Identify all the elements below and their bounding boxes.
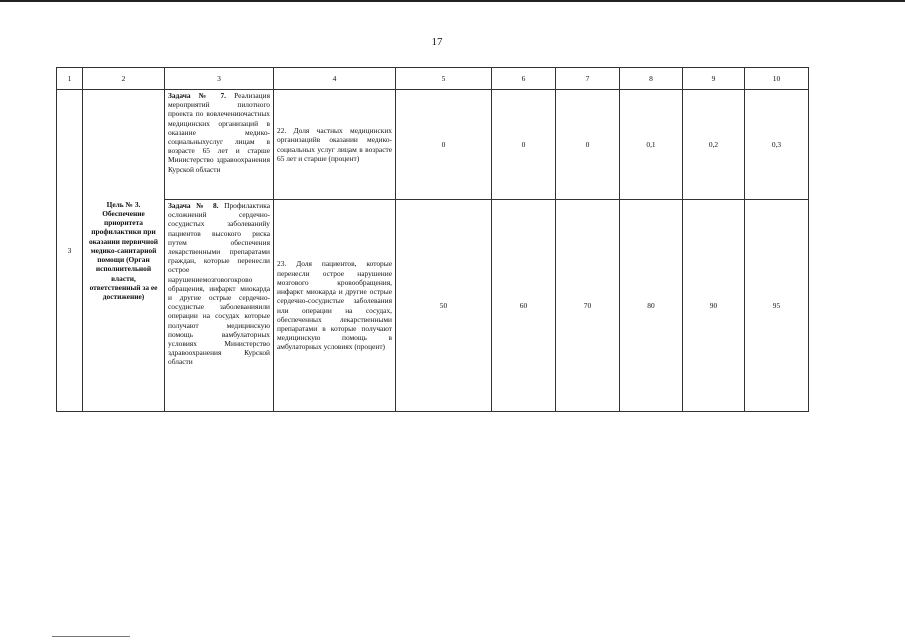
column-header: 7	[556, 68, 620, 90]
task-text: Реализация мероприятий пилотного проекта по вовлечениючастных медицинских организаций в оказание медико-социальныхуслуг лицам в возрасте 65 лет и старше Министерство здравоохранения Курской области	[168, 91, 270, 174]
column-header: 4	[274, 68, 396, 90]
value-cell: 0,1	[620, 90, 683, 200]
value-cell: 0	[556, 90, 620, 200]
indicator-cell: 22. Доля частных медицинских организацийв оказании медико-социальных услуг лицам в возрасте 65 лет и старше (процент)	[274, 90, 396, 200]
value-cell: 60	[492, 200, 556, 412]
value-cell: 0	[492, 90, 556, 200]
value-cell: 70	[556, 200, 620, 412]
table-row	[57, 90, 809, 200]
value-cell: 90	[683, 200, 745, 412]
column-header: 2	[83, 68, 165, 90]
row-number: 3	[57, 90, 83, 412]
column-number-row	[57, 68, 809, 90]
table-row	[57, 200, 809, 412]
task-cell	[165, 200, 274, 412]
footnote-separator	[52, 636, 130, 637]
column-header: 8	[620, 68, 683, 90]
value-cell: 50	[396, 200, 492, 412]
value-cell: 80	[620, 200, 683, 412]
task-text: Профилактика осложнений сердечно-сосудистых заболеванийу пациентов высокого риска путем обеспечения лекарственными препаратами граждан, которые перенесли острое нарушениемозговогокрово обращения, инфаркт миокарда и другие острые сердечно-сосудистые заболеванияили операции на сосудах которые получают медицинскую помощь вамбулаторных условиях Министерство здравоохранения Курской области	[168, 201, 270, 367]
value-cell: 0	[396, 90, 492, 200]
column-header: 9	[683, 68, 745, 90]
page-number: 17	[431, 36, 443, 48]
column-header: 6	[492, 68, 556, 90]
value-cell: 0,2	[683, 90, 745, 200]
task-cell	[165, 90, 274, 200]
column-header: 5	[396, 68, 492, 90]
top-border-line	[0, 0, 905, 2]
value-cell: 0,3	[745, 90, 809, 200]
column-header: 1	[57, 68, 83, 90]
task-title: Задача № 7.	[168, 91, 227, 100]
goal-cell: Цель № 3. Обеспечение приоритета профилактики при оказании первичной медико-санитарной помощи (Орган исполнительной власти, ответственный за ее достижение)	[83, 90, 165, 412]
indicator-cell: 23. Доля пациентов, которые перенесли острое нарушение мозгового кровообращения, инфаркт миокарда и другие острые сердечно-сосудистые заболевания или операции на сосудах, обеспеченных лекарственными препаратами в которые получают медицинскую помощь в амбулаторных условиях (процент)	[274, 200, 396, 412]
value-cell: 95	[745, 200, 809, 412]
indicators-table	[56, 67, 809, 412]
column-header: 10	[745, 68, 809, 90]
task-title: Задача № 8.	[168, 201, 219, 210]
column-header: 3	[165, 68, 274, 90]
